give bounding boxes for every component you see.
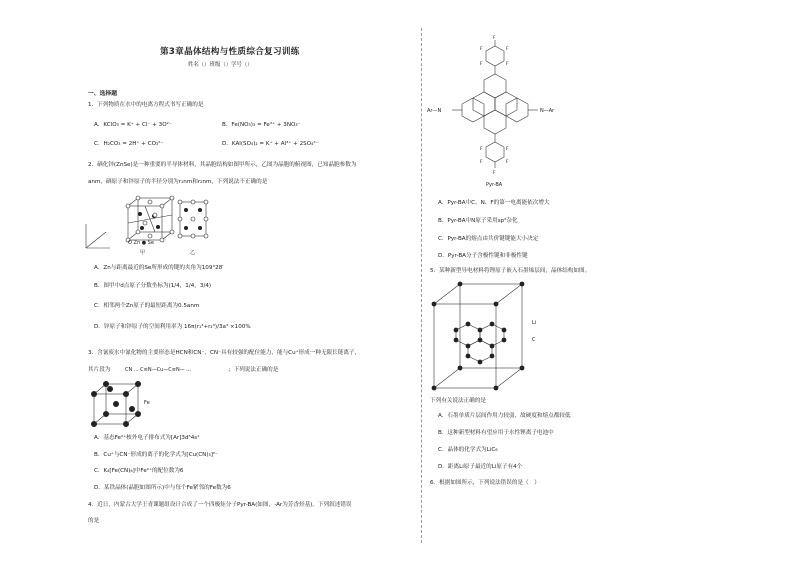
question-prompt: 下列有关说法正确的是	[430, 398, 486, 404]
option-d: D．锌原子和锌原子的空间利用率为 16π(r₁³+r₂³)/3a³ ×100%	[94, 324, 251, 330]
figure-label-jia: 甲	[140, 250, 146, 256]
svg-text:F: F	[480, 47, 483, 52]
iron-bcc-cell-figure	[90, 382, 142, 426]
option-b: B．Pyr-BA中N原子采用sp²杂化	[438, 218, 518, 224]
n-ar-right-label: N—Ar	[540, 108, 555, 114]
question-stem-line-2-pre: 其片段为	[88, 367, 111, 373]
option-c: C．晶体的化学式为LiC₆	[438, 447, 498, 453]
question-stem-line-2: anm，硒原子和锌原子的半径分别为r₁nm和r₂nm，下列说法不正确的是	[88, 179, 268, 185]
option-b: B．Fe(NO₃)₃ = Fe³⁺ + 3NO₃⁻	[222, 122, 301, 128]
option-a: A．KClO₃ = K⁺ + Cl⁻ + 3O²⁻	[94, 122, 172, 128]
figure-label-fe: Fe	[144, 400, 150, 406]
svg-text:F: F	[506, 47, 509, 52]
option-c: C．H₂CO₃ = 2H⁺ + CO₃²⁻	[94, 141, 164, 147]
pyr-ba-structure-figure	[440, 34, 550, 182]
option-c: C．Pyr-BA的熔点由共价键键能大小决定	[438, 236, 539, 242]
znse-unit-cell-figure	[84, 196, 174, 258]
znse-top-view-figure	[178, 200, 208, 240]
option-b: B．Cu⁺与CN⁻形成的离子的化学式为[Cu(CN)₃]²⁻	[94, 452, 219, 458]
question-stem: 5．某种新型导电材料将锂原子嵌入石墨烯层间，晶体结构如图。	[430, 268, 591, 274]
ar-n-left-label: Ar—N	[427, 108, 442, 114]
option-c: C．相邻两个Zn原子的最短距离为0.5anm	[94, 303, 200, 309]
figure-legend: O Zn ● Se	[128, 240, 154, 246]
page-title: 第3章晶体结构与性质综合复习训练	[160, 47, 300, 57]
option-c: C．K₄[Fe(CN)₆]中Fe²⁺的配位数为6	[94, 468, 184, 474]
option-d: D．某铁晶体(晶胞如图所示)中与每个Fe紧邻的Fe数为6	[94, 485, 231, 491]
svg-text:F: F	[493, 171, 496, 176]
question-stem: 1．下列物质在水中的电离方程式书写正确的是	[88, 102, 204, 108]
svg-text:F: F	[480, 147, 483, 152]
option-d: D．Pyr-BA分子含极性键和非极性键	[438, 253, 528, 259]
svg-text:F: F	[480, 62, 483, 67]
option-d: D．KAl(SO₄)₂ = K⁺ + Al³⁺ + 2SO₄²⁻	[222, 141, 319, 147]
option-a: A．基态Fe²⁺核外电子排布式为[Ar]3d⁵4s¹	[94, 435, 200, 441]
legend-c: C	[532, 337, 536, 343]
option-b: B．这种新型材料有望应用于水性锂离子电池中	[438, 430, 554, 436]
question-stem-line-1: 3．含氰废水中氰化物的主要形态是HCN和CN⁻，CN⁻具有较强的配位能力，能与Cu⁺形成一种无限长链离子，	[88, 350, 361, 356]
svg-text:F: F	[506, 147, 509, 152]
legend-li: Li	[532, 320, 537, 326]
option-a: A．石墨单质片层间作用力较弱，故硬度和熔点都较低	[438, 413, 571, 419]
svg-text:F: F	[480, 160, 483, 165]
option-d: D．距离Li原子最近的Li原子有4个	[438, 464, 523, 470]
question-stem-line-1: 4．近日，内蒙古大学王青课题组设计合成了一个四极矩分子Pyr-BA(如图，-Ar为芳香烃基)。下列叙述错误	[88, 502, 352, 508]
svg-text:F: F	[493, 36, 496, 41]
option-a: A．Zn与距离最近的Se所形成的键的夹角为109°28′	[94, 265, 224, 271]
pyr-ba-label: Pyr-BA	[486, 182, 503, 188]
option-b: B．图甲中d点原子分数坐标为(1/4，1/4，3/4)	[94, 283, 212, 289]
svg-text:F: F	[506, 62, 509, 67]
option-a: A．Pyr-BA中C、N、F的第一电离能依次增大	[438, 200, 550, 206]
question-stem-line-1: 2．硒化锌(ZnSe)是一种重要的半导体材料，其晶胞结构如图甲所示，乙图为晶胞的俯视图，已知晶胞参数为	[88, 162, 357, 168]
cyanide-chain-fragment: CN ... C≡N—Cu—C≡N— ...	[125, 367, 192, 373]
column-divider	[421, 28, 422, 543]
section-heading: 一、选择题	[88, 91, 117, 97]
student-info-line: 姓名（）班级（）学号（）	[188, 62, 253, 68]
question-stem: 6．根据如图所示，下列说法错误的是（ ）	[430, 480, 540, 486]
licx-crystal-figure	[430, 282, 526, 392]
figure-label-yi: 乙	[190, 250, 196, 256]
question-stem-line-2: 的是	[88, 518, 100, 524]
svg-text:F: F	[506, 160, 509, 165]
question-stem-line-2-post: ；下列说法正确的是	[228, 367, 279, 373]
